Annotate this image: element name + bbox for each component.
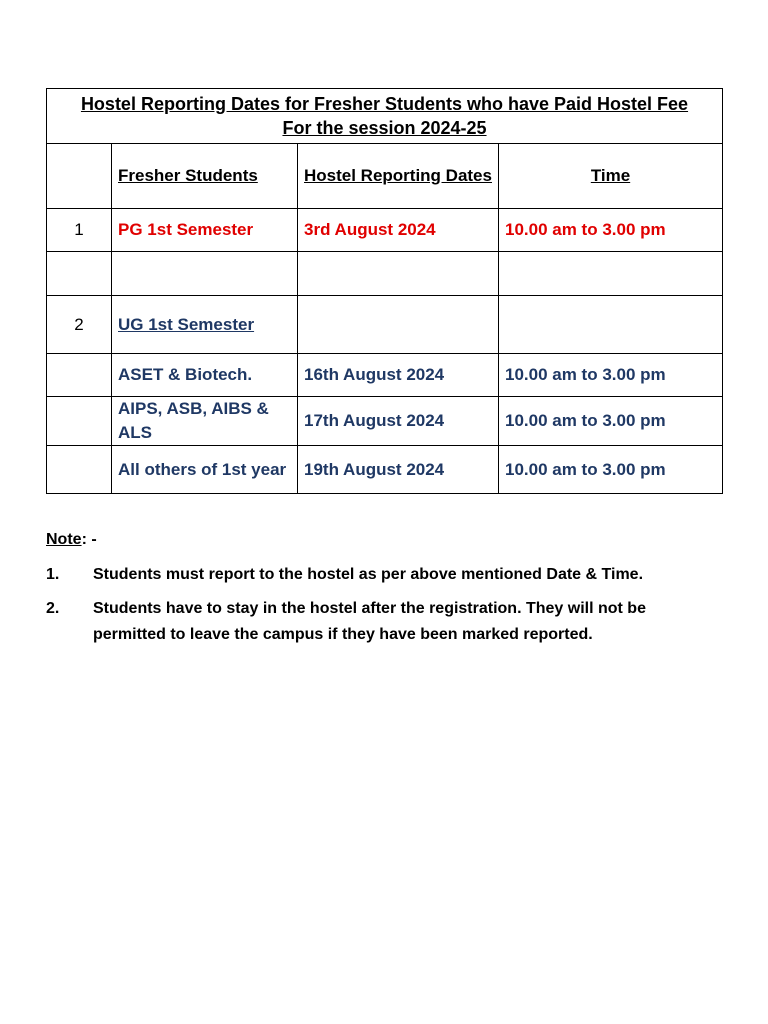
table-row <box>47 209 723 252</box>
row-date: 17th August 2024 <box>298 397 499 446</box>
row-date <box>298 296 499 354</box>
row-students: ASET & Biotech. <box>112 354 298 397</box>
row-number <box>47 252 112 296</box>
table-row <box>47 397 723 446</box>
note-item <box>46 562 722 588</box>
header-time: Time <box>590 166 631 185</box>
table-row <box>47 446 723 494</box>
row-number: 1 <box>47 209 112 252</box>
table-title-row <box>47 89 723 144</box>
row-time: 10.00 am to 3.00 pm <box>499 446 723 494</box>
header-students-cell <box>112 144 298 209</box>
header-students: Fresher Students <box>118 166 258 185</box>
row-students: AIPS, ASB, AIBS & ALS <box>112 397 298 446</box>
row-number <box>47 446 112 494</box>
row-time <box>499 296 723 354</box>
row-time: 10.00 am to 3.00 pm <box>499 397 723 446</box>
row-number <box>47 397 112 446</box>
note-text: Students must report to the hostel as per above mentioned Date & Time. <box>93 566 644 583</box>
row-time: 10.00 am to 3.00 pm <box>499 209 723 252</box>
row-number <box>47 354 112 397</box>
note-text: Students have to stay in the hostel after the registration. They will not be permitted to leave the campus if they have been marked reported. <box>93 600 646 643</box>
table-title-line-2: For the session 2024-25 <box>282 118 487 138</box>
row-students: PG 1st Semester <box>112 209 298 252</box>
note-number: 2. <box>46 600 60 617</box>
row-number: 2 <box>47 296 112 354</box>
row-date: 19th August 2024 <box>298 446 499 494</box>
header-dates: Hostel Reporting Dates <box>304 166 492 185</box>
table-row <box>47 354 723 397</box>
notes-section <box>46 526 722 648</box>
row-students-cell <box>112 296 298 354</box>
reporting-schedule-table <box>46 88 723 494</box>
row-students: UG 1st Semester <box>118 314 255 334</box>
table-title <box>47 89 723 144</box>
header-time-cell <box>499 144 723 209</box>
row-students: All others of 1st year <box>112 446 298 494</box>
table-row-empty <box>47 252 723 296</box>
note-number: 1. <box>46 566 60 583</box>
note-label: Note <box>46 531 82 548</box>
table-row <box>47 296 723 354</box>
note-label-suffix: : - <box>81 531 97 548</box>
header-serial-cell <box>47 144 112 209</box>
note-item <box>46 596 722 648</box>
row-students <box>112 252 298 296</box>
row-date <box>298 252 499 296</box>
row-time: 10.00 am to 3.00 pm <box>499 354 723 397</box>
table-header-row <box>47 144 723 209</box>
row-date: 16th August 2024 <box>298 354 499 397</box>
header-dates-cell <box>298 144 499 209</box>
note-heading <box>46 526 722 554</box>
table-title-line-1: Hostel Reporting Dates for Fresher Students who have Paid Hostel Fee <box>80 94 689 114</box>
row-date: 3rd August 2024 <box>298 209 499 252</box>
row-time <box>499 252 723 296</box>
